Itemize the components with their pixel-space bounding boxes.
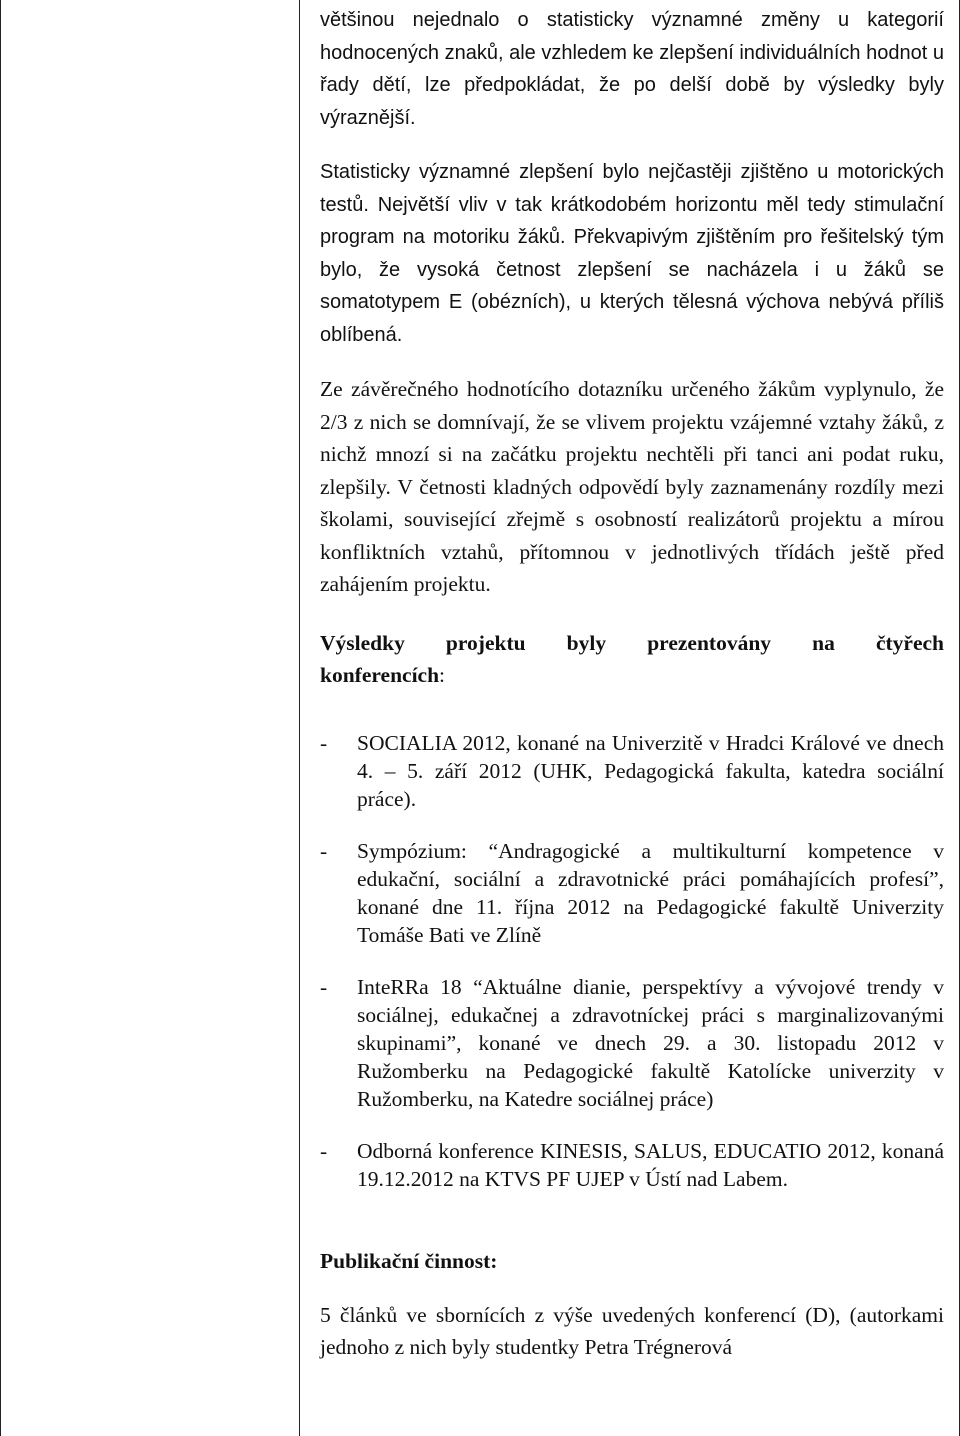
list-item — [320, 1137, 944, 1193]
paragraph-results-intro: většinou nejednalo o statisticky významné změny u kategorií hodnocených znaků, ale vzhledem ke zlepšení individuálních hodnot u řady dětí, lze předpokládat, že po delší době by výsledky byly výraznější. — [320, 9, 944, 129]
list-item — [320, 973, 944, 1113]
publication-text: 5 článků ve sbornících z výše uvedených konferencí (D), (autorkami jednoho z nich byly studentky Petra Trégnerová — [320, 1302, 944, 1359]
list-dash: - — [320, 974, 328, 999]
list-dash: - — [320, 730, 328, 755]
conference-heading-colon: : — [439, 662, 446, 687]
conference-item-text: SOCIALIA 2012, konané na Univerzitě v Hradci Králové ve dnech 4. – 5. září 2012 (UHK, Pedagogická fakulta, katedra sociální práce). — [357, 730, 944, 811]
list-item — [320, 837, 944, 949]
document-body — [320, 4, 944, 1385]
list-dash: - — [320, 838, 328, 863]
conference-item-text: Odborná konference KINESIS, SALUS, EDUCATIO 2012, konaná 19.12.2012 na KTVS PF UJEP v Ústí nad Labem. — [357, 1138, 944, 1191]
paragraph-motor-tests: Statisticky významné zlepšení bylo nejčastěji zjištěno u motorických testů. Největší vliv v tak krátkodobém horizontu měl tedy stimulační program na motoriku žáků. Překvapivým zjištěním pro řešitelský tým bylo, že vysoká četnost zlepšení se nacházela i u žáků se somatotypem E (obézních), u kterých tělesná výchova nebývá příliš oblíbená. — [320, 161, 944, 346]
conference-item-text: InteRRa 18 “Aktuálne dianie, perspektívy a vývojové trendy v sociálnej, edukačnej a zdravotníckej práci s marginalizovanými skupinami”, konané ve dnech 29. a 30. listopadu 2012 v Ružomberku na Pedagogické fakultě Katolícke univerzity v Ružomberku, na Katedre sociálnej práce) — [357, 974, 944, 1111]
conference-item-text: Sympózium: “Andragogické a multikulturní kompetence v edukační, sociální a zdravotnické práci pomáhajících profesí”, konané dne 11. října 2012 na Pedagogické fakultě Univerzity Tomáše Bati ve Zlíně — [357, 838, 944, 947]
conference-list — [320, 729, 944, 1193]
conference-heading — [320, 627, 944, 691]
conference-heading-text: Výsledky projektu byly prezentovány na čtyřech konferencích — [320, 630, 944, 687]
list-dash: - — [320, 1138, 328, 1163]
table-left-cell — [0, 0, 300, 1436]
list-item — [320, 729, 944, 813]
paragraph-questionnaire: Ze závěrečného hodnotícího dotazníku určeného žákům vyplynulo, že 2/3 z nich se domnívají, že se vlivem projektu vzájemné vztahy žáků, z nichž mnozí si na začátku projektu nechtěli při tanci ani podat ruku, zlepšily. V četnosti kladných odpovědí byly zaznamenány rozdíly mezi školami, související zřejmě s osobností realizátorů projektu a mírou konfliktních vztahů, přítomnou v jednotlivých třídách ještě před zahájením projektu. — [320, 377, 944, 596]
publication-heading: Publikační činnost: — [320, 1248, 498, 1273]
